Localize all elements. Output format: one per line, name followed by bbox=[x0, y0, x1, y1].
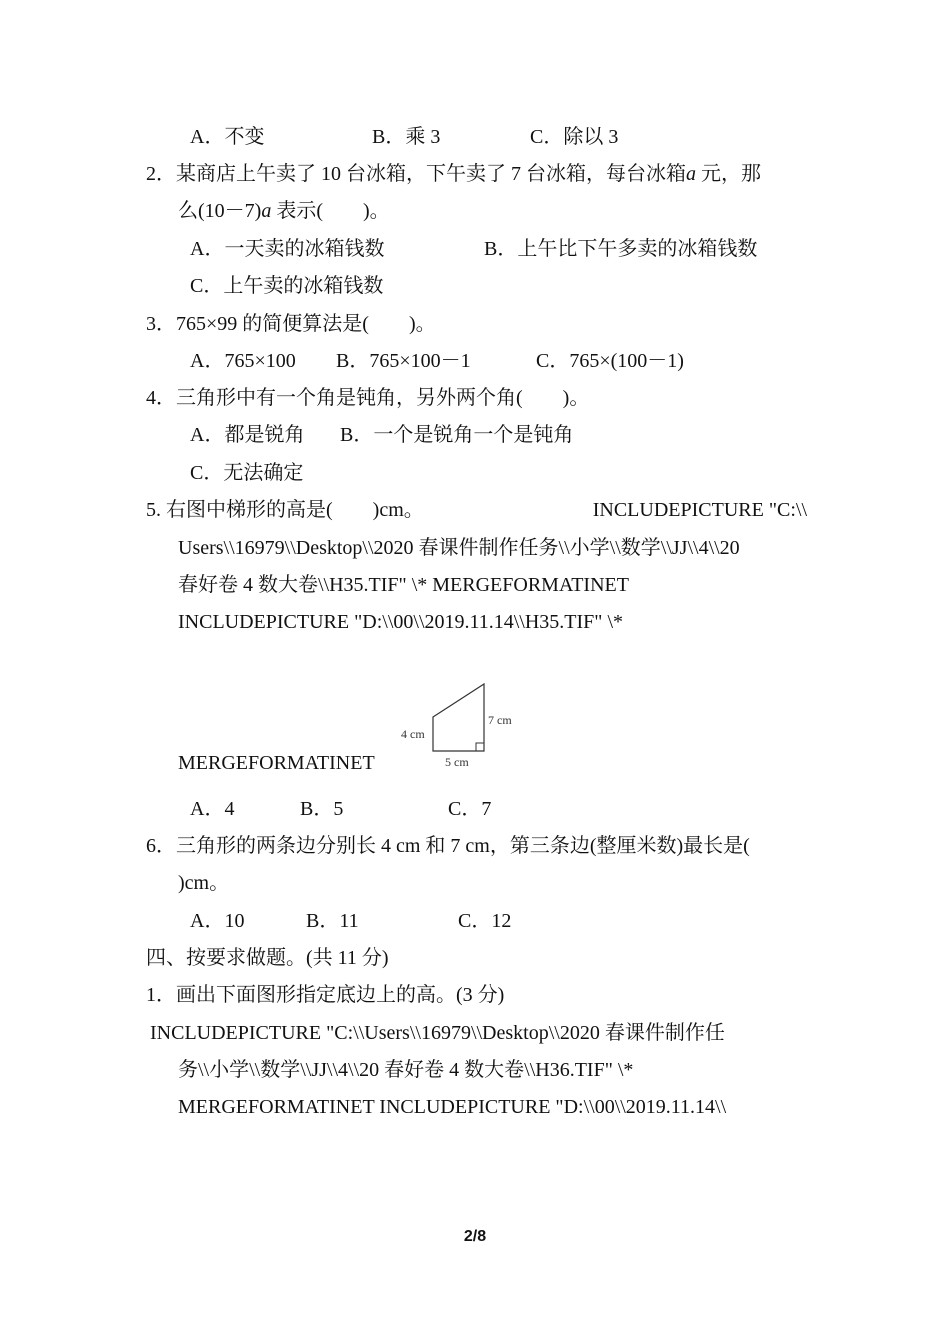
q6-option-b: B．11 bbox=[306, 910, 359, 932]
q2-stem-line-2: 么(10－7)a 表示( )。 bbox=[178, 200, 390, 222]
q5-stem: 5. 右图中梯形的高是( )cm。 bbox=[146, 499, 424, 521]
section-4-q1-stem: 1．画出下面图形指定底边上的高。(3 分) bbox=[146, 984, 505, 1006]
q2-option-b: B．上午比下午多卖的冰箱钱数 bbox=[484, 238, 758, 260]
q5-option-b: B．5 bbox=[300, 798, 344, 820]
trapezoid-figure bbox=[395, 678, 525, 774]
q3-option-b: B．765×100－1 bbox=[336, 350, 471, 372]
q2-variable-a: a bbox=[686, 163, 696, 185]
q1-option-c: C．除以 3 bbox=[530, 126, 619, 148]
page-number: 2/8 bbox=[463, 1228, 487, 1245]
q1-option-b: B．乘 3 bbox=[372, 126, 441, 148]
q6-stem-line-1: 6．三角形的两条边分别长 4 cm 和 7 cm，第三条边(整厘米数)最长是( bbox=[146, 835, 750, 857]
q5-field-code-1: INCLUDEPICTURE "C:\\ bbox=[592, 499, 807, 521]
figure-label-left: 4 cm bbox=[401, 727, 425, 741]
section-4-field-code-2: 务\\小学\\数学\\JJ\\4\\20 春好卷 4 数大卷\\H36.TIF" \* bbox=[178, 1059, 634, 1081]
q5-option-c: C．7 bbox=[448, 798, 492, 820]
q1-option-a: A．不变 bbox=[190, 126, 265, 148]
trapezoid-shape bbox=[433, 684, 484, 751]
q5-field-code-2: Users\\16979\\Desktop\\2020 春课件制作任务\\小学\\数学\\JJ\\4\\20 bbox=[178, 537, 740, 559]
q3-option-c: C．765×(100－1) bbox=[536, 350, 684, 372]
q5-field-code-4: INCLUDEPICTURE "D:\\00\\2019.11.14\\H35.TIF" \* bbox=[178, 611, 624, 633]
q4-option-a: A．都是锐角 bbox=[190, 424, 305, 446]
q6-option-c: C．12 bbox=[458, 910, 512, 932]
section-4-field-code-1: INCLUDEPICTURE "C:\\Users\\16979\\Desktop\\2020 春课件制作任 bbox=[150, 1022, 725, 1044]
q5-field-code-3: 春好卷 4 数大卷\\H35.TIF" \* MERGEFORMATINET bbox=[178, 574, 629, 596]
q4-option-c: C．无法确定 bbox=[190, 462, 304, 484]
q3-stem: 3．765×99 的简便算法是( )。 bbox=[146, 313, 436, 335]
q5-option-a: A．4 bbox=[190, 798, 235, 820]
q4-option-b: B．一个是锐角一个是钝角 bbox=[340, 424, 574, 446]
q6-stem-line-2: )cm。 bbox=[178, 872, 230, 894]
figure-label-right: 7 cm bbox=[488, 713, 512, 727]
q2-option-c: C．上午卖的冰箱钱数 bbox=[190, 275, 384, 297]
q2-stem-line-1: 2．某商店上午卖了 10 台冰箱，下午卖了 7 台冰箱，每台冰箱a 元，那 bbox=[146, 163, 761, 185]
q6-option-a: A．10 bbox=[190, 910, 245, 932]
q3-option-a: A．765×100 bbox=[190, 350, 296, 372]
figure-label-bottom: 5 cm bbox=[445, 755, 469, 769]
right-angle-mark bbox=[476, 743, 484, 751]
q2-option-a: A．一天卖的冰箱钱数 bbox=[190, 238, 385, 260]
q5-field-code-5: MERGEFORMATINET bbox=[178, 752, 375, 774]
section-4-field-code-3: MERGEFORMATINET INCLUDEPICTURE "D:\\00\\2019.11.14\\ bbox=[178, 1096, 727, 1118]
section-4-heading: 四、按要求做题。(共 11 分) bbox=[146, 947, 389, 969]
q4-stem: 4．三角形中有一个角是钝角，另外两个角( )。 bbox=[146, 387, 590, 409]
q2-variable-a-2: a bbox=[261, 200, 272, 222]
